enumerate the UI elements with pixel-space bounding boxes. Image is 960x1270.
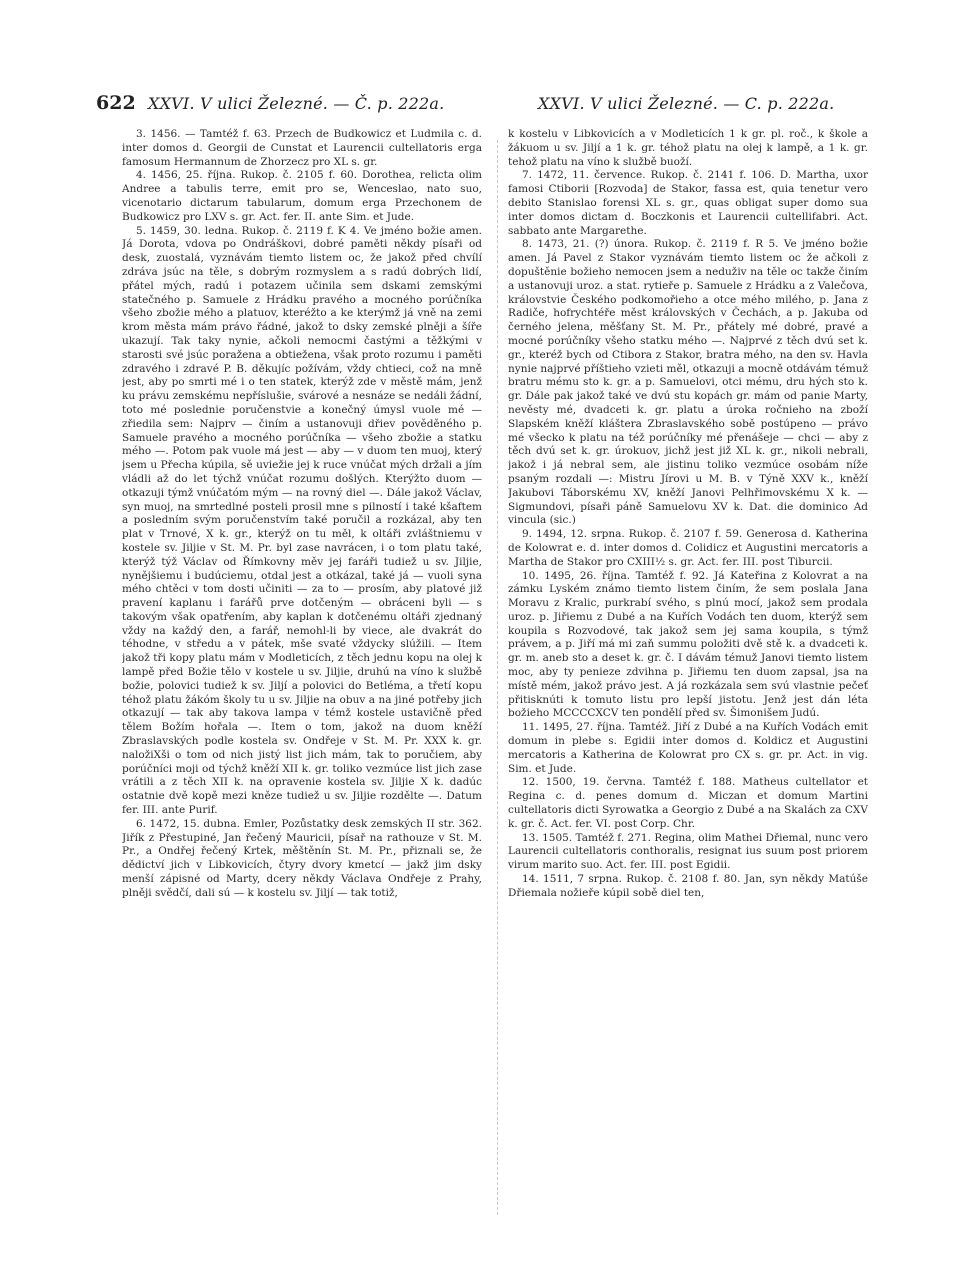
right-column — [508, 128, 868, 1238]
running-title-right: XXVI. V ulici Železné. — C. p. 222a. — [538, 94, 835, 113]
entry-6: 6. 1472, 15. dubna. Emler, Pozůstatky desk zemských II str. 362. Jiřík z Přestupiné, Jan řečený Mauricii, písař na rathouze v St. M. Pr., a Ondřej řečený Krtek, měštěnín St. M. Pr., přiznali se, že dědictví jich v Libkovicích, čtyry dvory kmetcí — jakž jim dsky menší zápisné od Marty, dcery někdy Václava Ondřeje z Prahy, plněji svědčí, dali sú — k kostelu sv. Jiljí — tak totiž, — [122, 817, 482, 899]
entry-6-continued: k kostelu v Libkovicích a v Modleticích 1 k gr. pl. roč., k škole a žákuom u sv. Jiljí a 1 k. gr. téhož platu na olej k lampě, a 1 k. gr. tehož platu na víno k službě buoží. — [508, 128, 868, 168]
entry-9: 9. 1494, 12. srpna. Rukop. č. 2107 f. 59. Generosa d. Katherina de Kolowrat e. d. inter domos d. Colidicz et Augustini mercatoris a Martha de Stakor pro CXIII½ s. gr. Act. fer. III. post Tiburcii. — [508, 528, 868, 568]
entry-12: 12. 1500, 19. června. Tamtéž f. 188. Matheus cultellator et Regina c. d. penes domum d. Miczan et domum Martini cultellatoris dicti Syrowatka a Georgio z Dubé a na Skalách za CXV k. gr. č. Act. fer. VI. post Corp. Chr. — [508, 776, 868, 830]
page-header — [96, 92, 864, 118]
running-title-left: XXVI. V ulici Železné. — Č. p. 222a. — [148, 94, 445, 113]
entry-3: 3. 1456. — Tamtéž f. 63. Przech de Budkowicz et Ludmila c. d. inter domos d. Georgii de Cunstat et Laurencii cultellatoris erga famosum Hermannum de Zhorzecz pro XL s. gr. — [122, 128, 482, 168]
entry-4: 4. 1456, 25. října. Rukop. č. 2105 f. 60. Dorothea, relicta olim Andree a tabulis terre, emit pro se, Wenceslao, nato suo, vicenotario dictarum tabularum, domum erga Przechonem de Budkowicz pro LXV s. gr. Act. fer. II. ante Sim. et Jude. — [122, 169, 482, 223]
entry-11: 11. 1495, 27. října. Tamtéž. Jiří z Dubé a na Kuřích Vodách emit domum in plebe s. Egidii inter domos d. Koldicz et Augustini mercatoris a Katherina de Kolowrat pro CX s. gr. pr. Act. in vig. Sim. et Jude. — [508, 721, 868, 775]
page-number: 622 — [96, 92, 136, 114]
entry-7: 7. 1472, 11. července. Rukop. č. 2141 f. 106. D. Martha, uxor famosi Ctiborii [Rozvoda] de Stakor, fassa est, quia tenetur vero debito Stanislao forensi XL s. gr., quas obligat super domo sua inter domos dictam d. Boczkonis et Laurencii cultellifabri. Act. sabbato ante Margarethe. — [508, 169, 868, 237]
entry-13: 13. 1505. Tamtéž f. 271. Regina, olim Mathei Dřiemal, nunc vero Laurencii cultellatoris conthoralis, resignat ius suum post priorem virum marito suo. Act. fer. III. post Egidii. — [508, 831, 868, 872]
column-divider — [497, 140, 498, 1215]
left-column — [122, 128, 482, 1238]
entry-10: 10. 1495, 26. října. Tamtéž f. 92. Já Kateřina z Kolovrat a na zámku Lyském známo tiemto listem činím, že sem poslala Jana Moravu z Kralic, purkrabí svého, s plnú mocí, jakož sem prodala uroz. p. Jiřiemu z Dubé a na Kuřích Vodách ten duom, kterýž sem koupila s Rozvodové, tak jakož sem jej sama koupila, s týmž právem, a p. Jiří má mi zaň summu položiti dvě stě k. a dvadceti k. gr. m. aneb sto a deset k. gr. č. I dávám témuž Janovi tiemto listem moc, aby ty penieze zdvihna p. Jiřiemu ten duom zapsal, jsa na místě mém, jakož právo jest. A já rozkázala sem svú vlastnie pečeť přitisknúti k tomuto listu pro lepší jistotu. Jenž jest dán léta božieho MCCCCXCV ten pondělí před sv. Šimonišem Judú. — [508, 569, 868, 720]
entry-14: 14. 1511, 7 srpna. Rukop. č. 2108 f. 80. Jan, syn někdy Matúše Dřiemala nožieře kúpil sobě diel ten, — [508, 873, 868, 899]
entry-8: 8. 1473, 21. (?) února. Rukop. č. 2119 f. R 5. Ve jméno božie amen. Já Pavel z Stakor vyznávám tiemto listem oc že ačkoli z dopuštěnie božieho nemocen jsem a neduživ na těle oc takže činím a ustanovuji uroz. a stat. rytieře p. Samuele z Hrádku a z Valečova, královstvie Českého podkomořieho a otce mého milého, p. Jana z Radiče, hofrychtéře měst královských v Čechách, a p. Jakuba od černého jelena, měšťany St. M. Pr., přátely mé dobré, pravé a mocné porúčníky všeho statku mého —. Najprvé z těch dvú set k. gr., kteréž bych od Ctibora z Stakor, bratra mého, na den sv. Havla nynie najprvé příštieho vzieti měl, otkazuji a mocně otdávám témuž bratru mému sto k. gr. a p. Samuelovi, otci mému, dru hých sto k. gr. Dále pak jakož také ve dvú stu kopách gr. mám od panie Marty, nevěsty mé, dvadceti k. gr. platu a úroka ročnieho na zboží Slapském kněží kláštera Zbraslavského sobě postúpeno — právo mé všecko k platu na též porúčníky mé přenášeje — chci — aby z těch dvú set k. gr. úrokuov, jichž jest již XL k. gr., nikoli nebrali, jakož i já nebral sem, ale jistinu toliko vezmúce osobám níže psaným rozdali —: Mistru Jírovi u M. B. v Týně XXV k., kněží Jakubovi Táborskému XV, kněží Janovi Pelhřimovskému X k. — Sigmundovi, písaři páně Samuelovu XV k. Dat. die dominico Ad vincula (sic.) — [508, 238, 868, 527]
entry-5: 5. 1459, 30. ledna. Rukop. č. 2119 f. K 4. Ve jméno božie amen. Já Dorota, vdova po Ondráškovi, dobré paměti někdy písaři od desk, zuostalá, vyznávám tiemto listem oc, že jakož před chvílí zdráva jsúc na těle, s dobrým rozmyslem a s radú dobrých lidí, přátel mých, radú i potazem učinila sem dskami zemskými statečného p. Samuele z Hrádku pravého a mocného porúčníka všeho zbožie mého a platuov, kteréžto a ke kterýmž já vně na zemi krom města mám právo řádné, jakož to dsky zemské plněji a šíře ukazují. Tak taky nynie, ačkoli nemocmi častými a těžkými v starosti své jsúc poražena a obtiežena, však proto rozumu i paměti zdravého i zdravé P. B. děkujíc požívám, vždy chtieci, což na mně jest, aby po smrti mé i o ten statek, kterýž zde v městě mám, jenž ku právu zemskému nepříslušie, svárové a nesnáze se nedáli žádní, toto mé poslednie poručenstvie a konečný úmysl vuole mé — zřiedila sem: Najprv — činím a ustanovuji dřiev pověděného p. Samuele pravého a mocného porúčníka — všeho zbožie a statku mého —. Potom pak vuole má jest — aby — v duom ten muoj, který jsem u Přecha kúpila, sě uviežie jej k ruce vnúčat mých držali a jím vládli až do let týchž vnúčat rozumu došlých. Kterýžto duom — otkazuji týmž vnúčatóm mým — na rovný diel —. Dále jakož Václav, syn muoj, na smrtedlné posteli prosil mne s pilností i také kšaftem a posledním svým poručenstvím také poručil a rozkázal, aby ten plat v Trnové, X k. gr., kterýž on tu měl, k oltáři zvláštniemu v kostele sv. Jiljie v St. M. Pr. byl zase navrácen, i o tom platu také, kterýž týž Václav od Římkovny měv jej faráři tudiež u sv. Jiljie, nynějšiemu i budúciemu, otdal jest a otkázal, také já — vuoli syna mého chtěci v tom dosti učiniti — za to — prosím, aby platové již pravení kaplanu i farářů prve dotčeným — obráceni byli — s takovým však opatřením, aby kaplan k dotčenému oltáři zjednaný vždy na každý den, a farář, nemohl-li by viece, ale dvakrát do téhodne, v středu a v pátek, mše svaté vždycky slúžili. — Item jakož tři kopy platu mám v Modleticích, z těch jednu kopu na olej k lampě před Božie tělo v kostele u sv. Jiljie, druhú na víno k službě božie, polovici tudiež k sv. Jiljí a polovici do Betléma, a třetí kopu téhož platu žákóm školy tu u sv. Jiljie na obuv a na jiné potřeby jich otkazují — tak aby takova lampa v témž kostele ustavičně před tělem Božím hořala —. Item o tom, jakož na duom kněží Zbraslavských podle kostela sv. Ondřeje v St. M. Pr. XXX k. gr. naložiXši o tom od nich jistý list jich mám, tak to poručiem, aby porúčníci moji od týchž kněží XII k. gr. toliko vezmúce list jich zase vrátili a z těch XII k. na opravenie kostela sv. Jiljie X k. dadúc ostatnie dvě kopě mezi kněze tudiež u sv. Jiljie rozdělte —. Datum fer. III. ante Purif. — [122, 224, 482, 817]
